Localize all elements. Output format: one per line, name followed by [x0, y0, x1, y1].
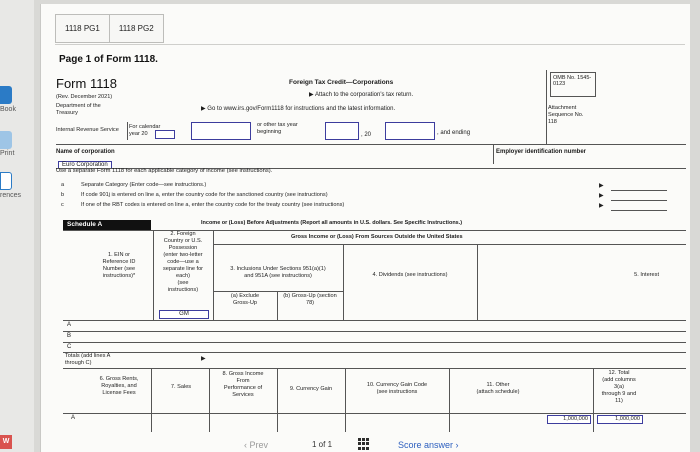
divider	[63, 331, 686, 332]
divider	[449, 368, 450, 432]
left-sidebar	[0, 0, 34, 452]
other-tax-year-label: or other tax year beginning	[257, 122, 298, 135]
col-3a-header: (a) Exclude Gross-Up	[230, 293, 260, 306]
divider	[63, 342, 686, 343]
divider	[477, 244, 478, 320]
divider	[63, 320, 686, 321]
divider	[63, 413, 686, 414]
ein-label: Employer identification number	[496, 149, 587, 155]
document-card	[40, 4, 690, 452]
row-a-label-2: A	[71, 415, 76, 421]
col-1-header: 1. EIN or Reference ID Number (see instructions)*	[102, 252, 136, 279]
tax-year-begin-input-2[interactable]	[325, 122, 359, 140]
divider	[151, 368, 152, 432]
form-revision: (Rev. December 2021)	[56, 94, 113, 100]
line-b: b If code 901j is entered on line a, enter the country code for the sanctioned country (see instructions)	[61, 192, 328, 198]
col-4-header: 4. Dividends (see instructions)	[372, 272, 448, 278]
tab-1118-pg1[interactable]: 1118 PG1	[55, 14, 109, 43]
divider	[593, 368, 594, 432]
tax-year-end-input[interactable]	[385, 122, 435, 140]
line-b-input[interactable]	[611, 200, 667, 201]
department-label: Department of the Treasury	[56, 103, 101, 116]
goto-instruction: ▶ Go to www.irs.gov/Form1118 for instructions and the latest information.	[201, 106, 396, 112]
form-title: Foreign Tax Credit—Corporations	[289, 79, 394, 86]
schedule-a-title: Income or (Loss) Before Adjustments (Report all amounts in U.S. dollars. See Specific Instructions.)	[201, 220, 463, 226]
line-c-input[interactable]	[611, 210, 667, 211]
ending-label: , and ending	[437, 130, 471, 136]
divider	[153, 230, 154, 320]
col-11-value-a[interactable]: 1,000,000	[547, 415, 591, 424]
gross-income-header: Gross Income or (Loss) From Sources Outside the United States	[291, 234, 463, 240]
divider	[213, 244, 686, 245]
line-a-input[interactable]	[611, 190, 667, 191]
divider	[343, 244, 344, 320]
divider	[277, 368, 278, 432]
col-5-header: 5. Interest	[634, 272, 659, 278]
grid-icon[interactable]	[358, 438, 370, 450]
col-12-value-a[interactable]: 1,000,000	[597, 415, 643, 424]
calendar-year-input[interactable]	[155, 130, 175, 139]
arrow-right-icon: ▶	[599, 183, 604, 189]
form-number: Form 1118	[56, 76, 117, 91]
arrow-right-icon: ▶	[599, 203, 604, 209]
divider	[277, 291, 278, 320]
form-tabs	[55, 14, 164, 43]
divider	[345, 368, 346, 432]
attachment-sequence: Attachment Sequence No. 118	[548, 105, 584, 125]
references-icon[interactable]	[0, 172, 12, 190]
omb-number: OMB No. 1545- 0123	[550, 72, 596, 97]
arrow-right-icon: ▶	[599, 193, 604, 199]
corporation-name-field[interactable]: Euro Corporation	[58, 161, 112, 169]
divider	[493, 144, 494, 164]
arrow-right-icon: ▶	[201, 356, 206, 362]
line-c: c If one of the RBT codes is entered on line a, enter the country code for the treaty country (see instructions)	[61, 202, 345, 208]
col-2-header: 2. Foreign Country or U.S. Possession (enter two-letter code—use a separate line for each) (see instructions)	[162, 231, 204, 293]
score-answer-button[interactable]: Score answer ›	[398, 440, 459, 450]
divider	[209, 368, 210, 432]
col-6-header: 6. Gross Rents, Royalties, and License Fees	[99, 376, 139, 396]
col-3-header: 3. Inclusions Under Sections 951(a)(1) and 951A (see instructions)	[230, 266, 326, 279]
row-b-label: B	[67, 333, 72, 339]
line-a: a Separate Category (Enter code—see instructions.)	[61, 182, 207, 188]
divider	[63, 352, 686, 353]
col-9-header: 9. Currency Gain	[289, 386, 333, 392]
divider	[56, 144, 686, 145]
tabs-divider	[55, 44, 685, 45]
totals-label: Totals (add lines A through C)	[65, 353, 111, 366]
col-8-header: 8. Gross Income From Performance of Services	[222, 371, 264, 398]
page-count: 1 of 1	[312, 440, 333, 449]
attach-instruction: ▶ Attach to the corporation's tax return.	[309, 92, 414, 98]
name-of-corporation-label: Name of corporation	[56, 149, 115, 155]
tab-1118-pg2[interactable]: 1118 PG2	[109, 14, 164, 43]
divider	[213, 291, 343, 292]
year-20-label: , 20	[361, 132, 372, 138]
sidebar-item-references[interactable]: rences	[0, 192, 22, 199]
schedule-a-label: Schedule A	[63, 220, 151, 230]
divider	[127, 122, 128, 140]
col-10-header: 10. Currency Gain Code (see instructions	[366, 382, 428, 395]
row-c-label: C	[67, 344, 72, 350]
irs-label: Internal Revenue Service	[56, 127, 119, 133]
print-icon[interactable]	[0, 131, 12, 149]
page-heading: Page 1 of Form 1118.	[59, 54, 158, 65]
tax-year-begin-input-1[interactable]	[191, 122, 251, 140]
book-icon[interactable]	[0, 86, 12, 104]
col-7-header: 7. Sales	[170, 384, 192, 390]
col-12-header: 12. Total (add columns 3(a) through 9 and 11)	[601, 370, 637, 404]
divider	[546, 70, 547, 144]
separate-form-instruction: Use a separate Form 1118 for each applicable category of income (see instructions).	[56, 168, 273, 174]
sidebar-badge[interactable]: W	[0, 435, 12, 449]
country-code-input-a[interactable]: GM	[159, 310, 209, 319]
sidebar-item-book[interactable]: Book	[0, 106, 16, 113]
col-3b-header: (b) Gross-Up (section 78)	[283, 293, 337, 306]
calendar-year-label: For calendar year 20	[129, 124, 161, 137]
sidebar-item-print[interactable]: Print	[0, 150, 15, 157]
row-a-label: A	[67, 322, 72, 328]
prev-button[interactable]: ‹ Prev	[244, 440, 269, 450]
col-11-header: 11. Other (attach schedule)	[476, 382, 520, 395]
